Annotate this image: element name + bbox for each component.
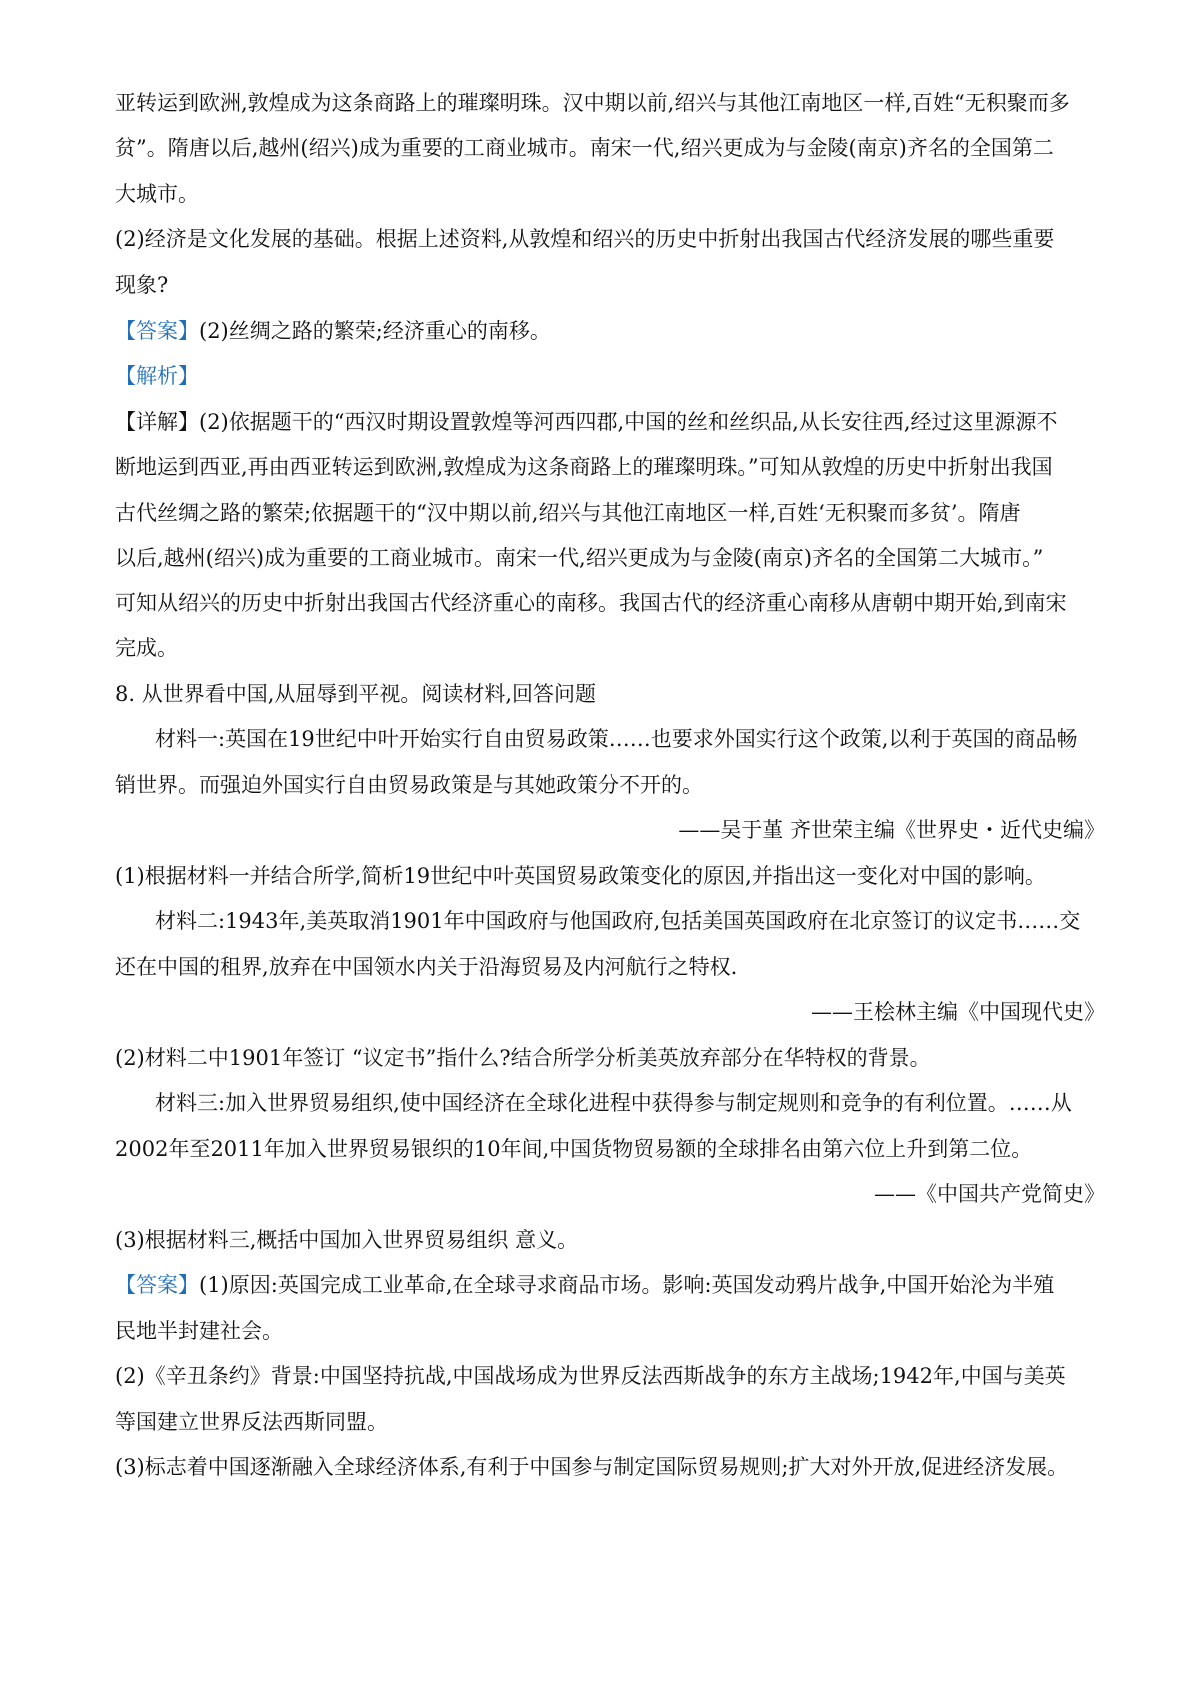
answer-text: (2)丝绸之路的繁荣;经济重心的南移。 [199,319,551,343]
question-8-2: (2)材料二中1901年签订 “议定书”指什么?结合所学分析美英放弃部分在华特权的背景。 [115,1046,931,1070]
detail-line: 古代丝绸之路的繁荣;依据题干的“汉中期以前,绍兴与其他江南地区一样,百姓‘无积聚而多贫’。隋唐 [115,501,1021,525]
material-2-line: 材料二:1943年,美英取消1901年中国政府与他国政府,包括美国英国政府在北京签订的议定书……交 [155,909,1081,933]
detail-line: 完成。 [115,636,178,660]
question-8-title: 8. 从世界看中国,从屈辱到平视。阅读材料,回答问题 [115,682,597,706]
passage-line: 亚转运到欧洲,敦煌成为这条商路上的璀璨明珠。汉中期以前,绍兴与其他江南地区一样,百姓“无积聚而多 [115,91,1070,115]
answer-line: 等国建立世界反法西斯同盟。 [115,1410,388,1434]
analysis-heading [115,361,1105,391]
material-2-source: ——王桧林主编《中国现代史》 [811,1000,1105,1024]
answer-text: (1)原因:英国完成工业革命,在全球寻求商品市场。影响:英国发动鸦片战争,中国开始沦为半殖 [199,1273,1055,1297]
material-1-line: 材料一:英国在19世纪中叶开始实行自由贸易政策……也要求外国实行这个政策,以利于英国的商品畅 [155,727,1078,751]
question-8-3: (3)根据材料三,概括中国加入世界贸易组织 意义。 [115,1228,579,1252]
material-3-line: 2002年至2011年加入世界贸易银织的10年间,中国货物贸易额的全球排名由第六位上升到第二位。 [115,1137,1033,1161]
answer-tag: 【答案】 [115,319,199,343]
material-3-source: ——《中国共产党简史》 [874,1182,1105,1206]
material-1-line: 销世界。而强迫外国实行自由贸易政策是与其她政策分不开的。 [115,773,703,797]
material-1-source: ——吴于堇 齐世荣主编《世界史・近代史编》 [678,818,1105,842]
answer-line: (2)《辛丑条约》背景:中国坚持抗战,中国战场成为世界反法西斯战争的东方主战场;1942年,中国与美英 [115,1364,1066,1388]
answer-line [115,316,1105,346]
detail-line: 断地运到西亚,再由西亚转运到欧洲,敦煌成为这条商路上的璀璨明珠。”可知从敦煌的历史中折射出我国 [115,455,1053,479]
detail-line: 【详解】(2)依据题干的“西汉时期设置敦煌等河西四郡,中国的丝和丝织品,从长安往西,经过这里源源不 [115,410,1058,434]
detail-line: 以后,越州(绍兴)成为重要的工商业城市。南宋一代,绍兴更成为与金陵(南京)齐名的全国第二大城市。” [115,546,1044,570]
material-2-line: 还在中国的租界,放弃在中国领水内关于沿海贸易及内河航行之特权. [115,955,738,979]
question-7-2-line: 现象? [115,273,169,297]
material-3-line: 材料三:加入世界贸易组织,使中国经济在全球化进程中获得参与制定规则和竞争的有利位置。……从 [155,1091,1072,1115]
passage-line: 贫”。隋唐以后,越州(绍兴)成为重要的工商业城市。南宋一代,绍兴更成为与金陵(南京)齐名的全国第二 [115,136,1054,160]
analysis-tag: 【解析】 [115,364,199,388]
answer-line: 民地半封建社会。 [115,1319,283,1343]
question-8-1: (1)根据材料一并结合所学,简析19世纪中叶英国贸易政策变化的原因,并指出这一变化对中国的影响。 [115,864,1046,888]
answer-line: (3)标志着中国逐渐融入全球经济体系,有利于中国参与制定国际贸易规则;扩大对外开放,促进经济发展。 [115,1455,1069,1479]
passage-line: 大城市。 [115,182,199,206]
answer-tag: 【答案】 [115,1273,199,1297]
answer-line [115,1270,1105,1300]
detail-line: 可知从绍兴的历史中折射出我国古代经济重心的南移。我国古代的经济重心南移从唐朝中期开始,到南宋 [115,591,1067,615]
question-7-2-line: (2)经济是文化发展的基础。根据上述资料,从敦煌和绍兴的历史中折射出我国古代经济发展的哪些重要 [115,227,1055,251]
